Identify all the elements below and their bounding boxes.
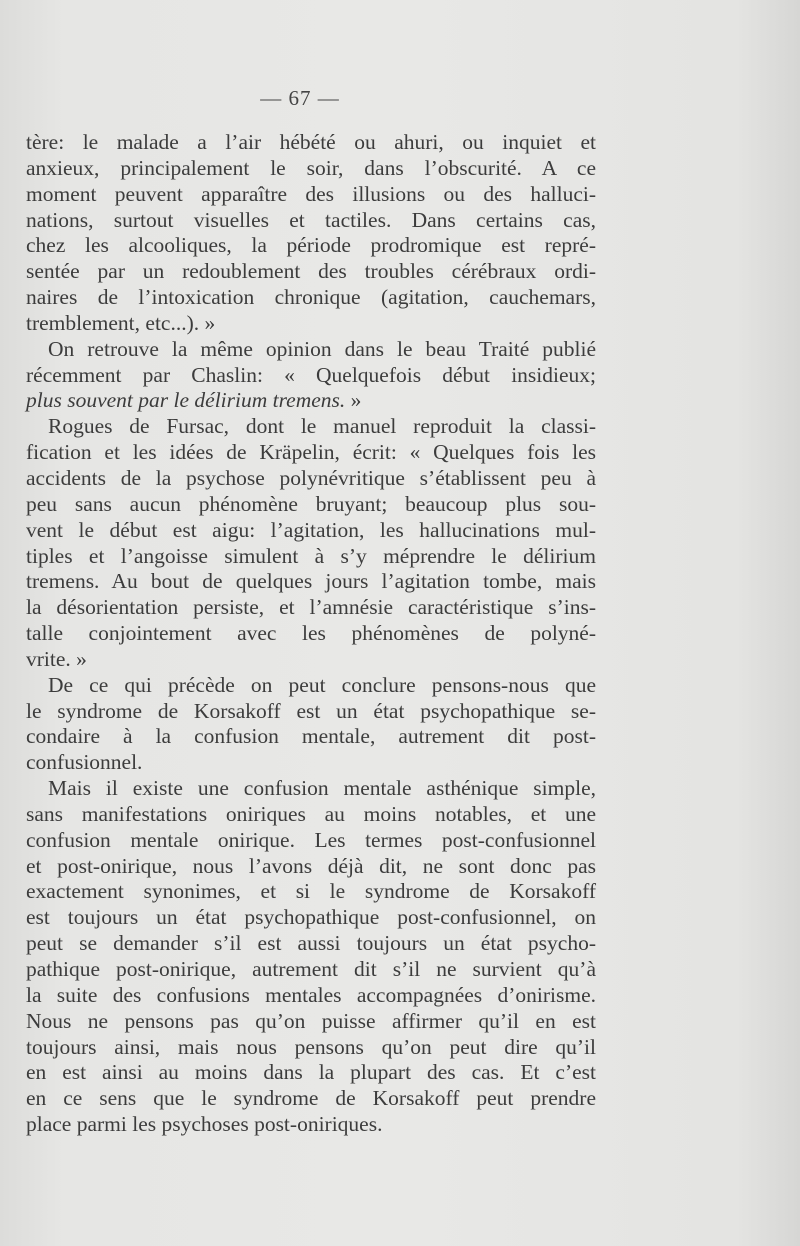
text-line: peut se demander s’il est aussi toujours un état psycho- bbox=[26, 931, 596, 956]
text-line: tiples et l’angoisse simulent à s’y méprendre le délirium bbox=[26, 543, 596, 568]
text-line: Mais il existe une confusion mentale asthénique simple, bbox=[48, 776, 596, 801]
text-line: toujours ainsi, mais nous pensons qu’on peut dire qu’il bbox=[26, 1034, 596, 1059]
text-line: moment peuvent apparaître des illusions ou des halluci- bbox=[26, 181, 596, 206]
text-line: chez les alcooliques, la période prodromique est repré- bbox=[26, 233, 596, 258]
italic-text: plus souvent par le délirium tremens. bbox=[26, 388, 346, 413]
text-line: le syndrome de Korsakoff est un état psychopathique se- bbox=[26, 698, 596, 723]
text-line: est toujours un état psychopathique post-confusionnel, on bbox=[26, 905, 596, 930]
text-line: vrite. » bbox=[26, 646, 87, 671]
text-line bbox=[26, 388, 596, 414]
text-line: condaire à la confusion mentale, autrement dit post- bbox=[26, 724, 596, 749]
text-line: tremens. Au bout de quelques jours l’agitation tombe, mais bbox=[26, 569, 596, 594]
quote-close: » bbox=[345, 388, 362, 413]
text-line: On retrouve la même opinion dans le beau Traité publié bbox=[48, 336, 596, 361]
text-line: et post-onirique, nous l’avons déjà dit, ne sont donc pas bbox=[26, 853, 596, 878]
body-text bbox=[26, 130, 596, 1138]
text-line: exactement synonimes, et si le syndrome de Korsakoff bbox=[26, 879, 596, 904]
text-line: De ce qui précède on peut conclure pensons-nous que bbox=[48, 672, 596, 697]
text-line: fication et les idées de Kräpelin, écrit: « Quelques fois les bbox=[26, 440, 596, 465]
text-line: Rogues de Fursac, dont le manuel reproduit la classi- bbox=[48, 414, 596, 439]
text-line: la suite des confusions mentales accompagnées d’onirisme. bbox=[26, 982, 596, 1007]
text-line: la désorientation persiste, et l’amnésie caractéristique s’ins- bbox=[26, 595, 596, 620]
text-line: en est ainsi au moins dans la plupart des cas. Et c’est bbox=[26, 1060, 596, 1085]
text-line: tère: le malade a l’air hébété ou ahuri, ou inquiet et bbox=[26, 130, 596, 154]
text-line: confusionnel. bbox=[26, 750, 143, 775]
text-line: Nous ne pensons pas qu’on puisse affirmer qu’il en est bbox=[26, 1008, 596, 1033]
text-line: accidents de la psychose polynévritique s’établissent peu à bbox=[26, 465, 596, 490]
text-line: sentée par un redoublement des troubles cérébraux ordi- bbox=[26, 259, 596, 284]
text-line: tremblement, etc...). » bbox=[26, 310, 216, 335]
text-line: pathique post-onirique, autrement dit s’il ne survient qu’à bbox=[26, 957, 596, 981]
text-line: peu sans aucun phénomène bruyant; beaucoup plus sou- bbox=[26, 491, 596, 516]
text-line: anxieux, principalement le soir, dans l’obscurité. A ce bbox=[26, 155, 596, 180]
text-line: vent le début est aigu: l’agitation, les hallucinations mul- bbox=[26, 517, 596, 542]
text-line: naires de l’intoxication chronique (agitation, cauchemars, bbox=[26, 285, 596, 310]
text-line: en ce sens que le syndrome de Korsakoff peut prendre bbox=[26, 1086, 596, 1111]
text-line: place parmi les psychoses post-oniriques. bbox=[26, 1112, 383, 1137]
text-line: talle conjointement avec les phénomènes de polyné- bbox=[26, 621, 596, 646]
text-line: récemment par Chaslin: « Quelquefois début insidieux; bbox=[26, 362, 596, 387]
text-line: sans manifestations oniriques au moins notables, et une bbox=[26, 801, 596, 826]
text-line: confusion mentale onirique. Les termes post-confusionnel bbox=[26, 827, 596, 852]
page-number: — 67 — bbox=[260, 86, 340, 110]
text-line: nations, surtout visuelles et tactiles. Dans certains cas, bbox=[26, 207, 596, 232]
